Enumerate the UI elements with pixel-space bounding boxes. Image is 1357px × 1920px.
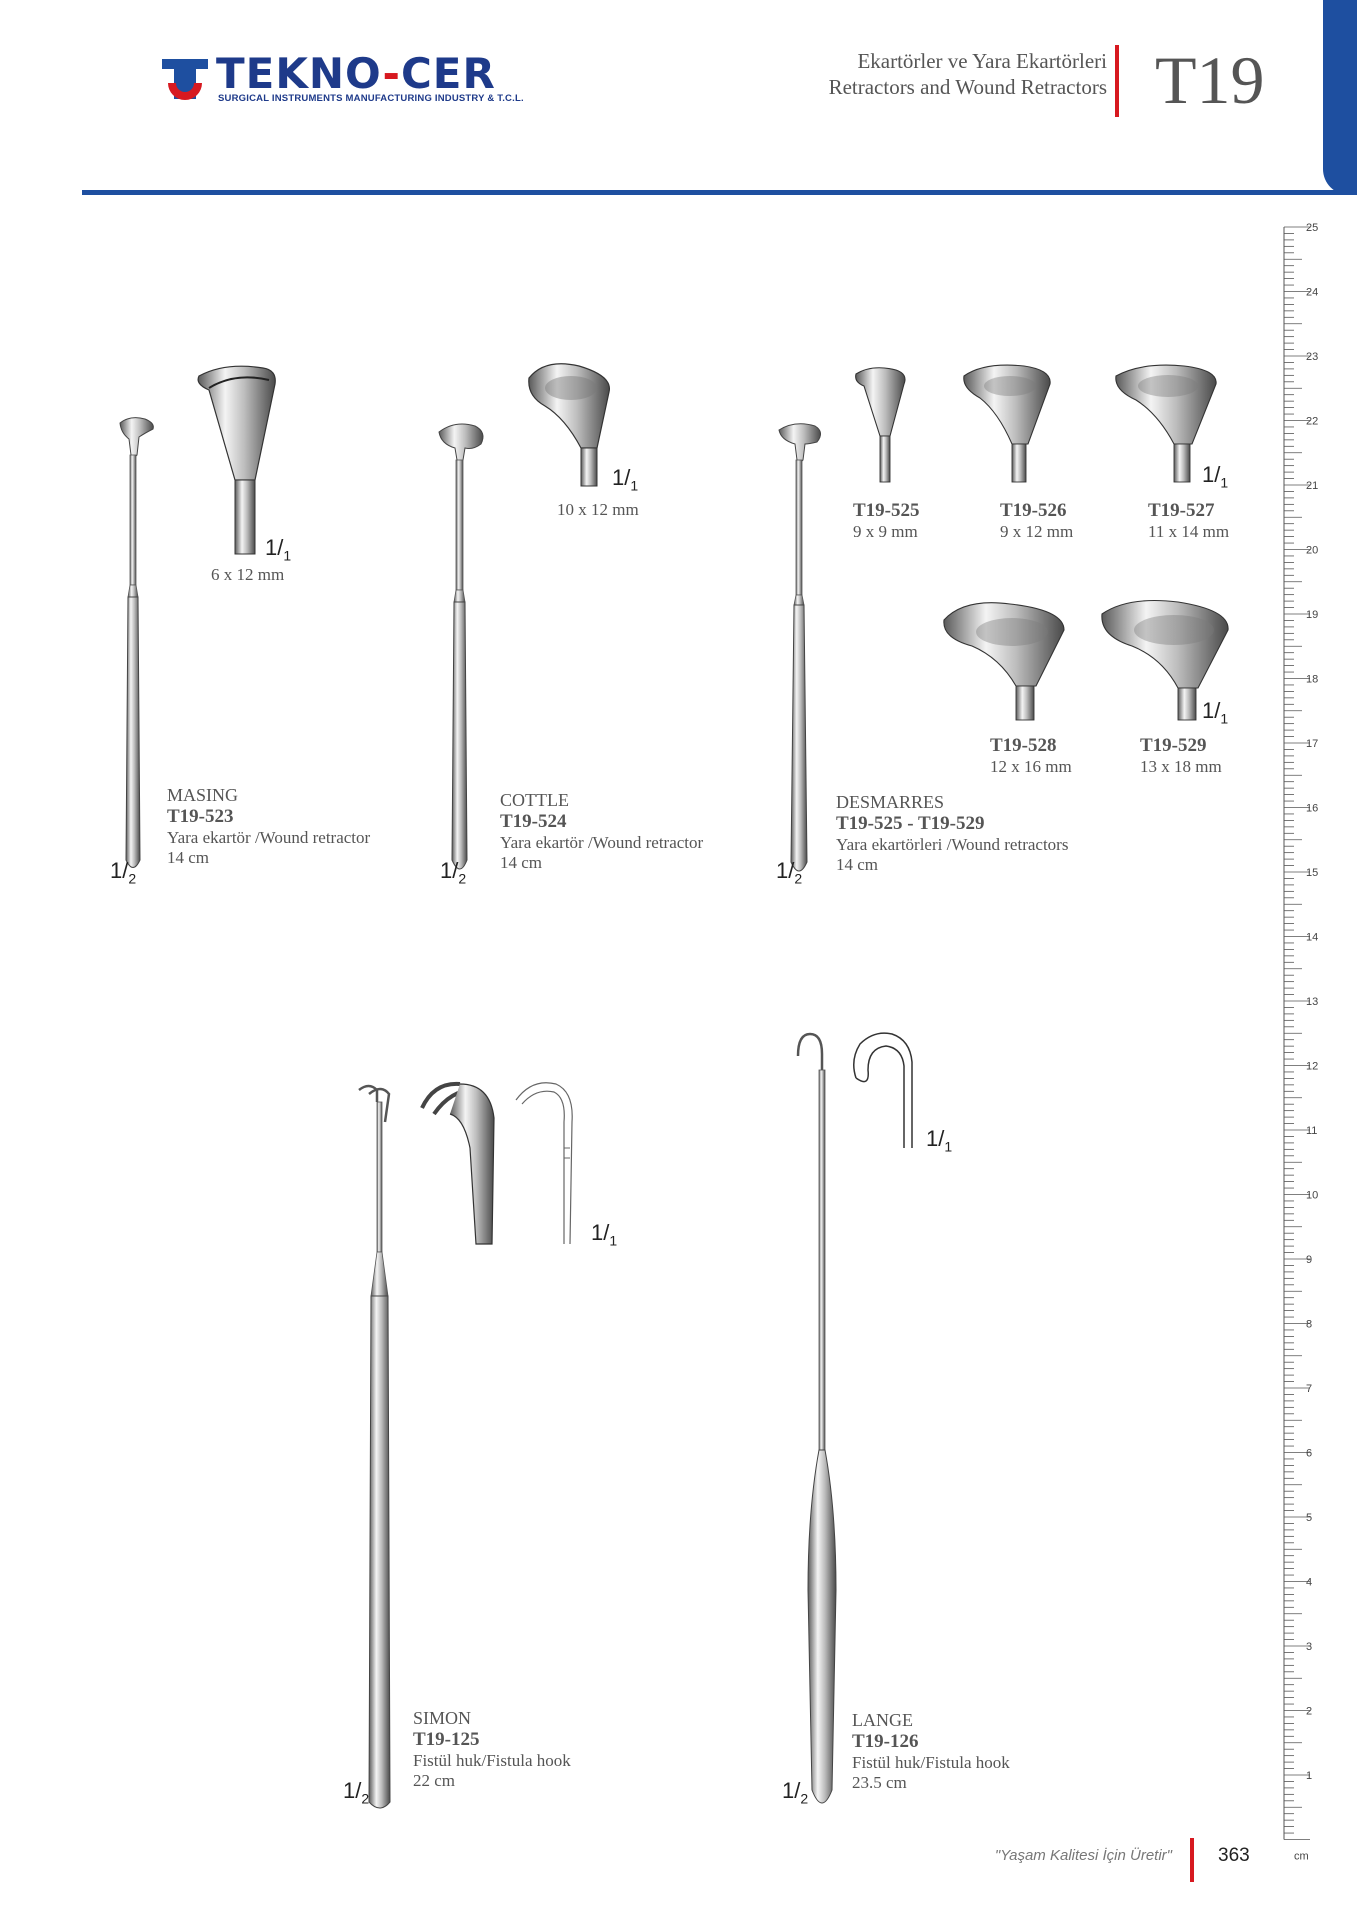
ruler-label: 3 <box>1306 1641 1313 1653</box>
variant-code: T19-527 <box>1148 500 1215 521</box>
variant-code: T19-526 <box>1000 500 1067 521</box>
ruler-label: 5 <box>1306 1512 1313 1524</box>
ruler-label: 21 <box>1306 480 1319 492</box>
product-code: T19-524 <box>500 811 567 832</box>
product-desc: Yara ekartör /Wound retractor <box>500 833 704 852</box>
variant-code: T19-529 <box>1140 735 1207 756</box>
product-length: 23.5 cm <box>852 1773 907 1792</box>
footer-motto: "Yaşam Kalitesi İçin Üretir" <box>994 1847 1172 1864</box>
variant-size: 11 x 14 mm <box>1148 522 1230 541</box>
masing-detail-size: 6 x 12 mm <box>211 565 285 584</box>
footer-red-bar <box>1190 1838 1194 1882</box>
product-code: T19-126 <box>852 1731 919 1752</box>
ruler-label: 14 <box>1306 931 1319 944</box>
product-name: COTTLE <box>500 790 569 810</box>
ruler-label: 19 <box>1306 609 1319 621</box>
product-masing <box>167 785 370 868</box>
product-lange <box>852 1710 1010 1793</box>
ruler-label: 17 <box>1306 738 1319 750</box>
variant-size: 12 x 16 mm <box>990 757 1072 776</box>
product-desmarres <box>836 792 1068 875</box>
product-length: 22 cm <box>413 1771 456 1790</box>
ruler-label: 9 <box>1306 1254 1313 1266</box>
product-length: 14 cm <box>167 848 210 867</box>
ruler-label: 11 <box>1306 1125 1318 1137</box>
simon-tip-front-image <box>420 1078 505 1244</box>
ruler-label: 23 <box>1306 351 1319 363</box>
ruler-label: 2 <box>1306 1705 1313 1718</box>
desmarres-scale: $1/_2$ <box>776 858 803 887</box>
ruler-unit-label: cm <box>1294 1850 1309 1863</box>
ruler-label: 16 <box>1306 802 1319 815</box>
page-number: 363 <box>1218 1845 1250 1866</box>
simon-tip-side-image <box>512 1078 582 1244</box>
ruler-label: 8 <box>1306 1318 1313 1331</box>
product-name: MASING <box>167 785 239 805</box>
ruler-label: 13 <box>1306 996 1319 1008</box>
simon-instrument-image <box>355 1082 410 1812</box>
brand-tagline: SURGICAL INSTRUMENTS MANUFACTURING INDUSTRY & T.C.L. <box>218 93 524 104</box>
product-cottle <box>500 790 703 873</box>
header-red-bar <box>1115 45 1119 117</box>
desmarres-row1-scale: $1/_1$ <box>1202 462 1229 491</box>
cottle-scale: $1/_2$ <box>440 858 467 887</box>
variant-size: 9 x 9 mm <box>853 522 918 541</box>
ruler-label: 10 <box>1306 1189 1319 1202</box>
ruler-label: 24 <box>1306 286 1319 299</box>
product-desc: Yara ekartör /Wound retractor <box>167 828 371 847</box>
header-title-tr: Ekartörler ve Yara Ekartörleri <box>857 49 1107 73</box>
variant-code: T19-525 <box>853 500 920 521</box>
desmarres-instrument-image <box>775 420 835 885</box>
ruler-label: 18 <box>1306 673 1319 686</box>
brand-name: TEKNO-CER <box>216 49 496 98</box>
ruler-label: 25 <box>1306 222 1319 234</box>
product-name: SIMON <box>413 1708 472 1728</box>
product-code: T19-525 - T19-529 <box>836 813 985 834</box>
variant-526 <box>1000 500 1073 542</box>
variant-528-tip-image <box>940 598 1070 722</box>
header-titles <box>829 48 1107 100</box>
ruler-label: 20 <box>1306 544 1319 557</box>
lange-detail-scale: $1/_1$ <box>926 1126 953 1155</box>
ruler-label: 22 <box>1306 415 1319 428</box>
section-code: T19 <box>1155 42 1265 118</box>
lange-tip-detail-image <box>850 1030 930 1150</box>
variant-size: 13 x 18 mm <box>1140 757 1222 776</box>
ruler-label: 12 <box>1306 1060 1319 1073</box>
variant-525 <box>853 500 920 542</box>
cottle-detail-scale: $1/_1$ <box>612 465 639 494</box>
product-code: T19-125 <box>413 1729 480 1750</box>
masing-instrument-image <box>115 415 170 885</box>
lange-scale: $1/_2$ <box>782 1778 809 1807</box>
desmarres-row2-scale: $1/_1$ <box>1202 698 1229 727</box>
product-name: DESMARRES <box>836 792 945 812</box>
ruler-label: 6 <box>1306 1447 1313 1460</box>
cottle-instrument-image <box>435 420 495 885</box>
product-desc: Yara ekartörleri /Wound retractors <box>836 835 1069 854</box>
variant-525-tip-image <box>852 364 912 484</box>
simon-detail-scale: $1/_1$ <box>591 1220 618 1249</box>
ruler-label: 7 <box>1306 1383 1313 1395</box>
header-divider-line <box>82 190 1357 195</box>
variant-529 <box>1140 735 1222 777</box>
masing-scale: $1/_2$ <box>110 858 137 887</box>
variant-code: T19-528 <box>990 735 1057 756</box>
ruler-label: 1 <box>1306 1770 1313 1782</box>
product-desc: Fistül huk/Fistula hook <box>852 1753 1010 1772</box>
variant-527 <box>1148 500 1229 542</box>
cottle-detail-size: 10 x 12 mm <box>557 500 639 519</box>
header-blue-tab <box>1323 0 1357 195</box>
product-simon <box>413 1708 571 1791</box>
masing-detail-scale: $1/_1$ <box>265 535 292 564</box>
product-name: LANGE <box>852 1710 913 1730</box>
lange-instrument-image <box>790 1030 850 1812</box>
header-title-en: Retractors and Wound Retractors <box>828 75 1107 99</box>
ruler-label: 4 <box>1306 1576 1313 1589</box>
product-length: 14 cm <box>836 855 879 874</box>
simon-scale: $1/_2$ <box>343 1778 370 1807</box>
product-length: 14 cm <box>500 853 543 872</box>
product-code: T19-523 <box>167 806 234 827</box>
brand-logo-icon <box>160 55 210 103</box>
cm-ruler <box>1282 215 1319 1863</box>
ruler-label: 15 <box>1306 867 1319 879</box>
variant-526-tip-image <box>960 362 1060 484</box>
variant-528 <box>990 735 1072 777</box>
masing-tip-detail-image <box>195 362 285 558</box>
variant-size: 9 x 12 mm <box>1000 522 1074 541</box>
product-desc: Fistül huk/Fistula hook <box>413 1751 571 1770</box>
